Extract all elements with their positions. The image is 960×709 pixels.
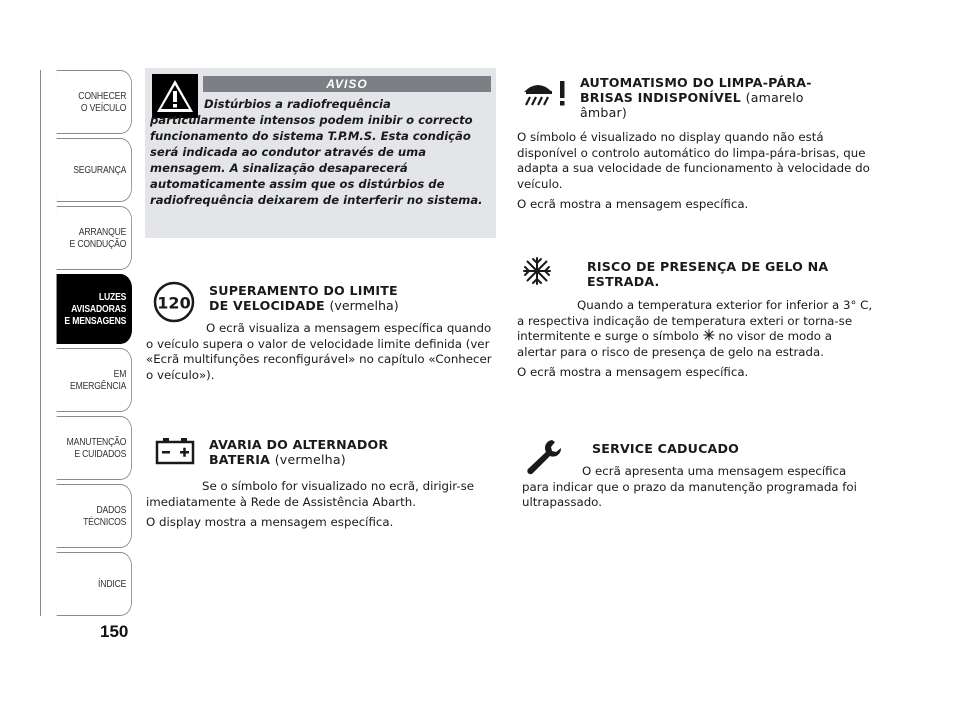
inline-snowflake-icon (703, 329, 715, 341)
tab-label: LUZES AVISADORAS E MENSAGENS (64, 291, 127, 327)
service-title: SERVICE CADUCADO (592, 441, 740, 456)
warning-label: AVISO (203, 76, 491, 92)
tab-label: EM EMERGÊNCIA (70, 368, 127, 392)
wiper-body (517, 130, 873, 218)
speed-title (209, 283, 499, 313)
ice-body (517, 298, 873, 386)
wiper-body-text-2: O ecrã mostra a mensagem específica. (517, 197, 749, 212)
tab-label: MANUTENÇÃO E CUIDADOS (66, 436, 127, 460)
ice-title-line2: ESTRADA. (587, 274, 660, 289)
tab-em-emergencia[interactable] (57, 348, 132, 412)
tab-label: SEGURANÇA (73, 164, 127, 176)
page-number: 150 (100, 622, 129, 641)
tab-dados-tecnicos[interactable] (57, 484, 132, 548)
speed-limit-value: 120 (157, 293, 191, 313)
service-body-text: O ecrã apresenta uma mensagem específica para indicar que o prazo da manutenção programada foi ultrapassado. (522, 464, 857, 510)
alternator-body (146, 479, 496, 536)
ice-body-text-1a: Quando a temperatura exterior for inferior a 3° C, a respectiva indicação de temperatura exteri or torna-se intermitente e surge o símbolo (517, 298, 873, 344)
snowflake-icon (522, 256, 552, 286)
wiper-body-text-1: O símbolo é visualizado no display quando não está disponível o controlo automático do limpa-pára-brisas, que adapta a sua velocidade de funcionamento à velocidade do veículo. (517, 130, 870, 191)
tab-label: DADOS TÉCNICOS (83, 504, 127, 528)
tab-indice[interactable] (57, 552, 132, 616)
wiper-title-color: (amarelo (745, 90, 804, 105)
wiper-title-line1: AUTOMATISMO DO LIMPA-PÁRA- (580, 75, 812, 90)
tab-manutencao-e-cuidados[interactable] (57, 416, 132, 480)
alternator-body-text-2: O display mostra a mensagem específica. (146, 515, 394, 530)
ice-title-line1: RISCO DE PRESENÇA DE GELO NA (587, 259, 829, 274)
alternator-title-line1: AVARIA DO ALTERNADOR (209, 437, 389, 452)
speed-limit-icon (150, 280, 198, 324)
ice-body-text-2: O ecrã mostra a mensagem específica. (517, 365, 749, 380)
service-body (522, 464, 874, 516)
tab-label: CONHECER O VEÍCULO (78, 90, 127, 114)
alternator-body-text-1: Se o símbolo for visualizado no ecrã, dirigir-se imediatamente à Rede de Assistência Abarth. (146, 479, 475, 509)
tab-label: ÍNDICE (98, 578, 127, 590)
wiper-title-line2: BRISAS INDISPONÍVEL (580, 90, 742, 105)
wiper-title-line3: âmbar) (580, 105, 627, 120)
wiper-title (580, 75, 880, 120)
ice-title (587, 259, 877, 289)
rain-sensor-warning-icon (520, 76, 570, 110)
sidebar-rule (40, 70, 41, 616)
tab-label: ARRANQUE E CONDUÇÃO (69, 226, 127, 250)
speed-body (146, 321, 496, 388)
ice-body-text-1b: no visor de modo a alertar para o risco de presença de gelo na estrada. (517, 329, 832, 359)
speed-body-text: O ecrã visualiza a mensagem específica quando o veículo supera o valor de velocidade limite definida (ver «Ecrã multifunções reconfigurável» no capítulo «Conhecer o veículo»). (146, 321, 492, 382)
tab-conhecer-o-veiculo[interactable] (57, 70, 132, 134)
alternator-title-line2: BATERIA (209, 452, 271, 467)
speed-title-line1: SUPERAMENTO DO LIMITE (209, 283, 398, 298)
speed-title-line2: DE VELOCIDADE (209, 298, 325, 313)
tab-seguranca[interactable] (57, 138, 132, 202)
tab-luzes-avisadoras[interactable] (57, 274, 132, 344)
tab-arranque-e-conducao[interactable] (57, 206, 132, 270)
warning-text: Distúrbios a radiofrequência particularmente intensos podem inibir o correcto funcionamento do sistema T.P.M.S. Esta condição será indicada ao condutor através de uma mensagem. A sinalização desaparecerá automaticamente assim que os distúrbios de radiofrequência deixarem de interferir no sistema. (150, 97, 483, 207)
battery-icon (154, 436, 196, 466)
alternator-title-color: (vermelha) (274, 452, 346, 467)
alternator-title (209, 437, 499, 467)
speed-title-color: (vermelha) (329, 298, 399, 313)
